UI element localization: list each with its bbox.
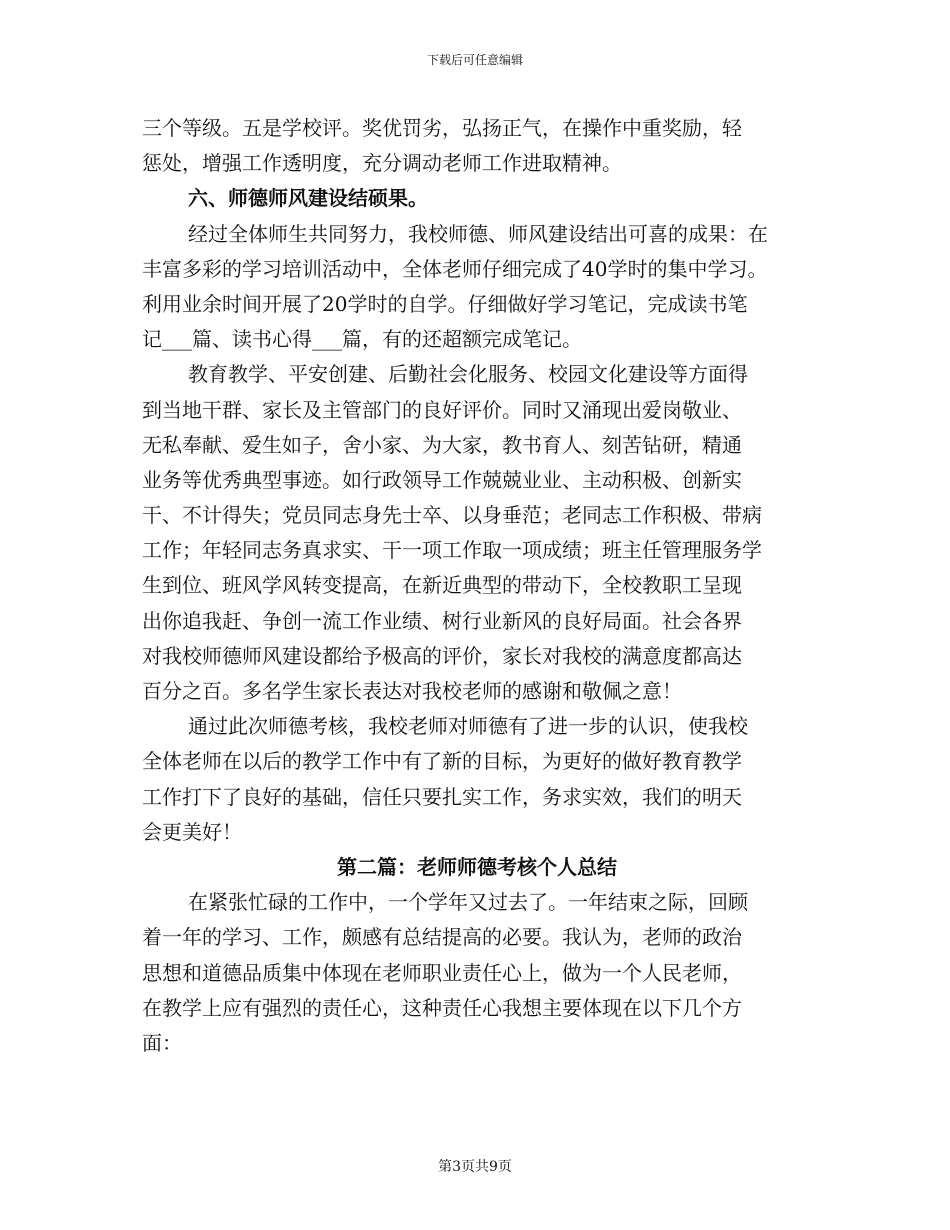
text-line: 工作；年轻同志务真求实、干一项工作取一项成绩；班主任管理服务学 <box>142 538 762 563</box>
text-line: 在教学上应有强烈的责任心，这种责任心我想主要体现在以下几个方 <box>142 995 742 1020</box>
text-line: 思想和道德品质集中体现在老师职业责任心上，做为一个人民老师， <box>142 960 742 985</box>
text-line: 教育教学、平安创建、后勤社会化服务、校园文化建设等方面得 <box>188 362 748 387</box>
text-line: 到当地干群、家长及主管部门的良好评价。同时又涌现出爱岗敬业、 <box>142 397 742 422</box>
text-line: 在紧张忙碌的工作中，一个学年又过去了。一年结束之际，回顾 <box>188 890 748 915</box>
text-line: 对我校师德师风建设都给予极高的评价，家长对我校的满意度都高达 <box>142 643 742 668</box>
text-line: 丰富多彩的学习培训活动中，全体老师仔细完成了40学时的集中学习。 <box>142 256 768 281</box>
text-line: 无私奉献、爱生如子，舍小家、为大家，教书育人、刻苦钻研，精通 <box>142 432 742 457</box>
text-line: 会更美好！ <box>142 819 242 844</box>
text-line: 着一年的学习、工作，颇感有总结提高的必要。我认为，老师的政治 <box>142 925 742 950</box>
page-footer: 第3页共9页 <box>438 1159 512 1175</box>
text-line: 出你追我赶、争创一流工作业绩、树行业新风的良好局面。社会各界 <box>142 608 742 633</box>
text-line: 工作打下了良好的基础，信任只要扎实工作，务求实效，我们的明天 <box>142 784 742 809</box>
text-line: 利用业余时间开展了20学时的自学。仔细做好学习笔记，完成读书笔 <box>142 291 748 316</box>
section-heading: 六、师德师风建设结硕果。 <box>188 186 428 211</box>
text-line: 干、不计得失；党员同志身先士卒、以身垂范；老同志工作积极、带病 <box>142 503 762 528</box>
text-line: 记___篇、读书心得___篇，有的还超额完成笔记。 <box>142 327 582 352</box>
text-line: 全体老师在以后的教学工作中有了新的目标，为更好的做好教育教学 <box>142 749 742 774</box>
text-line: 通过此次师德考核，我校老师对师德有了进一步的认识，使我校 <box>188 714 748 739</box>
text-line: 业务等优秀典型事迹。如行政领导工作兢兢业业、主动积极、创新实 <box>142 467 742 492</box>
text-line: 三个等级。五是学校评。奖优罚劣，弘扬正气，在操作中重奖励，轻 <box>142 116 742 140</box>
text-line: 惩处，增强工作透明度，充分调动老师工作进取精神。 <box>142 151 622 176</box>
text-line: 经过全体师生共同努力，我校师德、师风建设结出可喜的成果：在 <box>188 221 768 246</box>
chapter-title: 第二篇：老师师德考核个人总结 <box>337 854 617 879</box>
text-line: 百分之百。多名学生家长表达对我校老师的感谢和敬佩之意！ <box>142 679 682 703</box>
text-line: 生到位、班风学风转变提高，在新近典型的带动下，全校教职工呈现 <box>142 573 742 598</box>
text-line: 面： <box>142 1030 182 1055</box>
page-header: 下载后可任意编辑 <box>426 53 523 67</box>
document-body <box>142 111 802 1061</box>
